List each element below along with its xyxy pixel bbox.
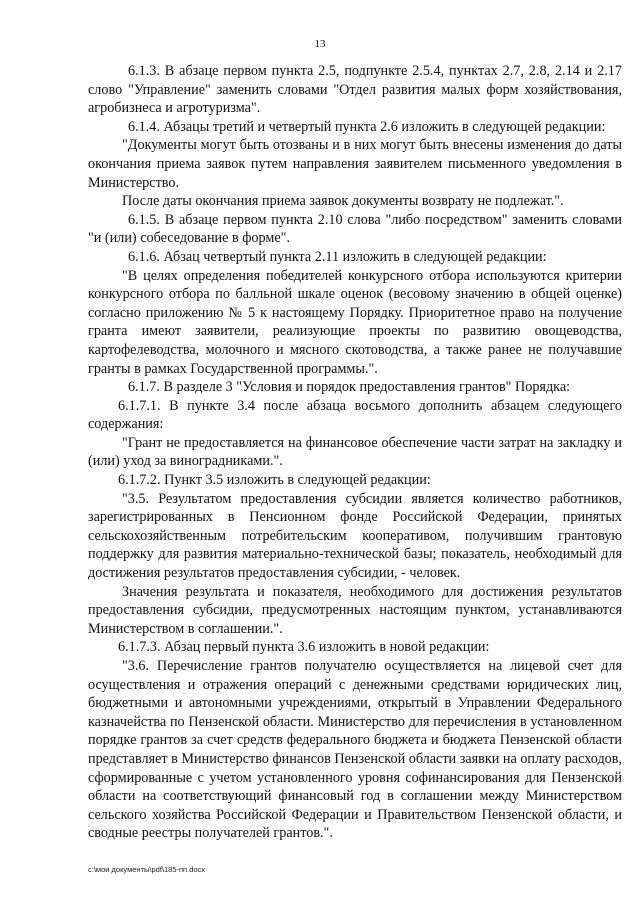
page-number: 13 — [314, 38, 326, 50]
quoted-paragraph: После даты окончания приема заявок документы возврату не подлежат.". — [122, 193, 564, 210]
paragraph-6-1-7-3: 6.1.7.3. Абзац первый пункта 3.6 изложить в новой редакции: — [118, 639, 490, 656]
quoted-paragraph: "3.6. Перечисление грантов получателю осуществляется на лицевой счет для осуществления и отражения операций с денежными средствами юридических лиц, бюджетными и автономными учреждениями, открытый в Управлении Федерального казначейства по Пензенской области. Министерство для перечисления в установленном порядке грантов за счет средств федерального бюджета и бюджета Пензенской области представляет в Министерство финансов Пензенской области заявки на оплату расходов, сформированные с учетом установленного уровня софинансирования для Пензенской области на соответствующий финансовый год в соглашении между Министерством сельского хозяйства Российской Федерации и Правительством Пензенской области, и сводные реестры получателей грантов.". — [88, 658, 622, 842]
quoted-paragraph: "В целях определения победителей конкурсного отбора используются критерии конкурсного отбора по балльной шкале оценок (весовому значению в общей оценке) согласно приложению № 5 к настоящему Порядку. Приоритетное право на получение гранта имеют заявители, реализующие проекты по развитию овощеводства, картофелеводства, молочного и мясного скотоводства, а также ранее не получавшие гранты в рамках Государственной программы.". — [88, 267, 622, 377]
quoted-paragraph: "3.5. Результатом предоставления субсидии является количество работников, зарегистрированных в Пенсионном фонде Российской Федерации, принятых сельскохозяйственным потребительским кооперативом, получившим грантовую поддержку для развития материально-технической базы; показатель, необходимый для достижения результатов предоставления субсидии, - человек. — [88, 490, 622, 582]
paragraph-6-1-7-2: 6.1.7.2. Пункт 3.5 изложить в следующей редакции: — [118, 472, 431, 489]
paragraph-6-1-3: 6.1.3. В абзаце первом пункта 2.5, подпункте 2.5.4, пунктах 2.7, 2.8, 2.14 и 2.17 слово "Управление" заменить словами "Отдел развития малых форм хозяйствования, агробизнеса и агротуризма". — [88, 63, 622, 117]
paragraph-6-1-4: 6.1.4. Абзацы третий и четвертый пункта 2.6 изложить в следующей редакции: — [128, 118, 606, 135]
quoted-paragraph: "Грант не предоставляется на финансовое обеспечение части затрат на закладку и (или) уход за виноградниками.". — [88, 434, 622, 470]
document-body — [88, 62, 622, 843]
quoted-paragraph: "Документы могут быть отозваны и в них могут быть внесены изменения до даты окончания приема заявок путем направления заявителем письменного уведомления в Министерство. — [88, 137, 622, 191]
paragraph-6-1-6: 6.1.6. Абзац четвертый пункта 2.11 изложить в следующей редакции: — [128, 248, 547, 265]
quoted-paragraph: Значения результата и показателя, необходимого для достижения результатов предоставления субсидии, предусмотренных настоящим пунктом, устанавливаются Министерством в соглашении.". — [88, 583, 622, 637]
file-path-footer: c:\мои документы\pdf\185-пп.docx — [88, 865, 206, 874]
paragraph-6-1-7-1: 6.1.7.1. В пункте 3.4 после абзаца восьмого дополнить абзацем следующего содержания: — [88, 397, 622, 433]
paragraph-6-1-7: 6.1.7. В разделе 3 "Условия и порядок предоставления грантов" Порядка: — [128, 379, 571, 396]
paragraph-6-1-5: 6.1.5. В абзаце первом пункта 2.10 слова "либо посредством" заменить словами "и (или) собеседование в форме". — [88, 211, 622, 247]
